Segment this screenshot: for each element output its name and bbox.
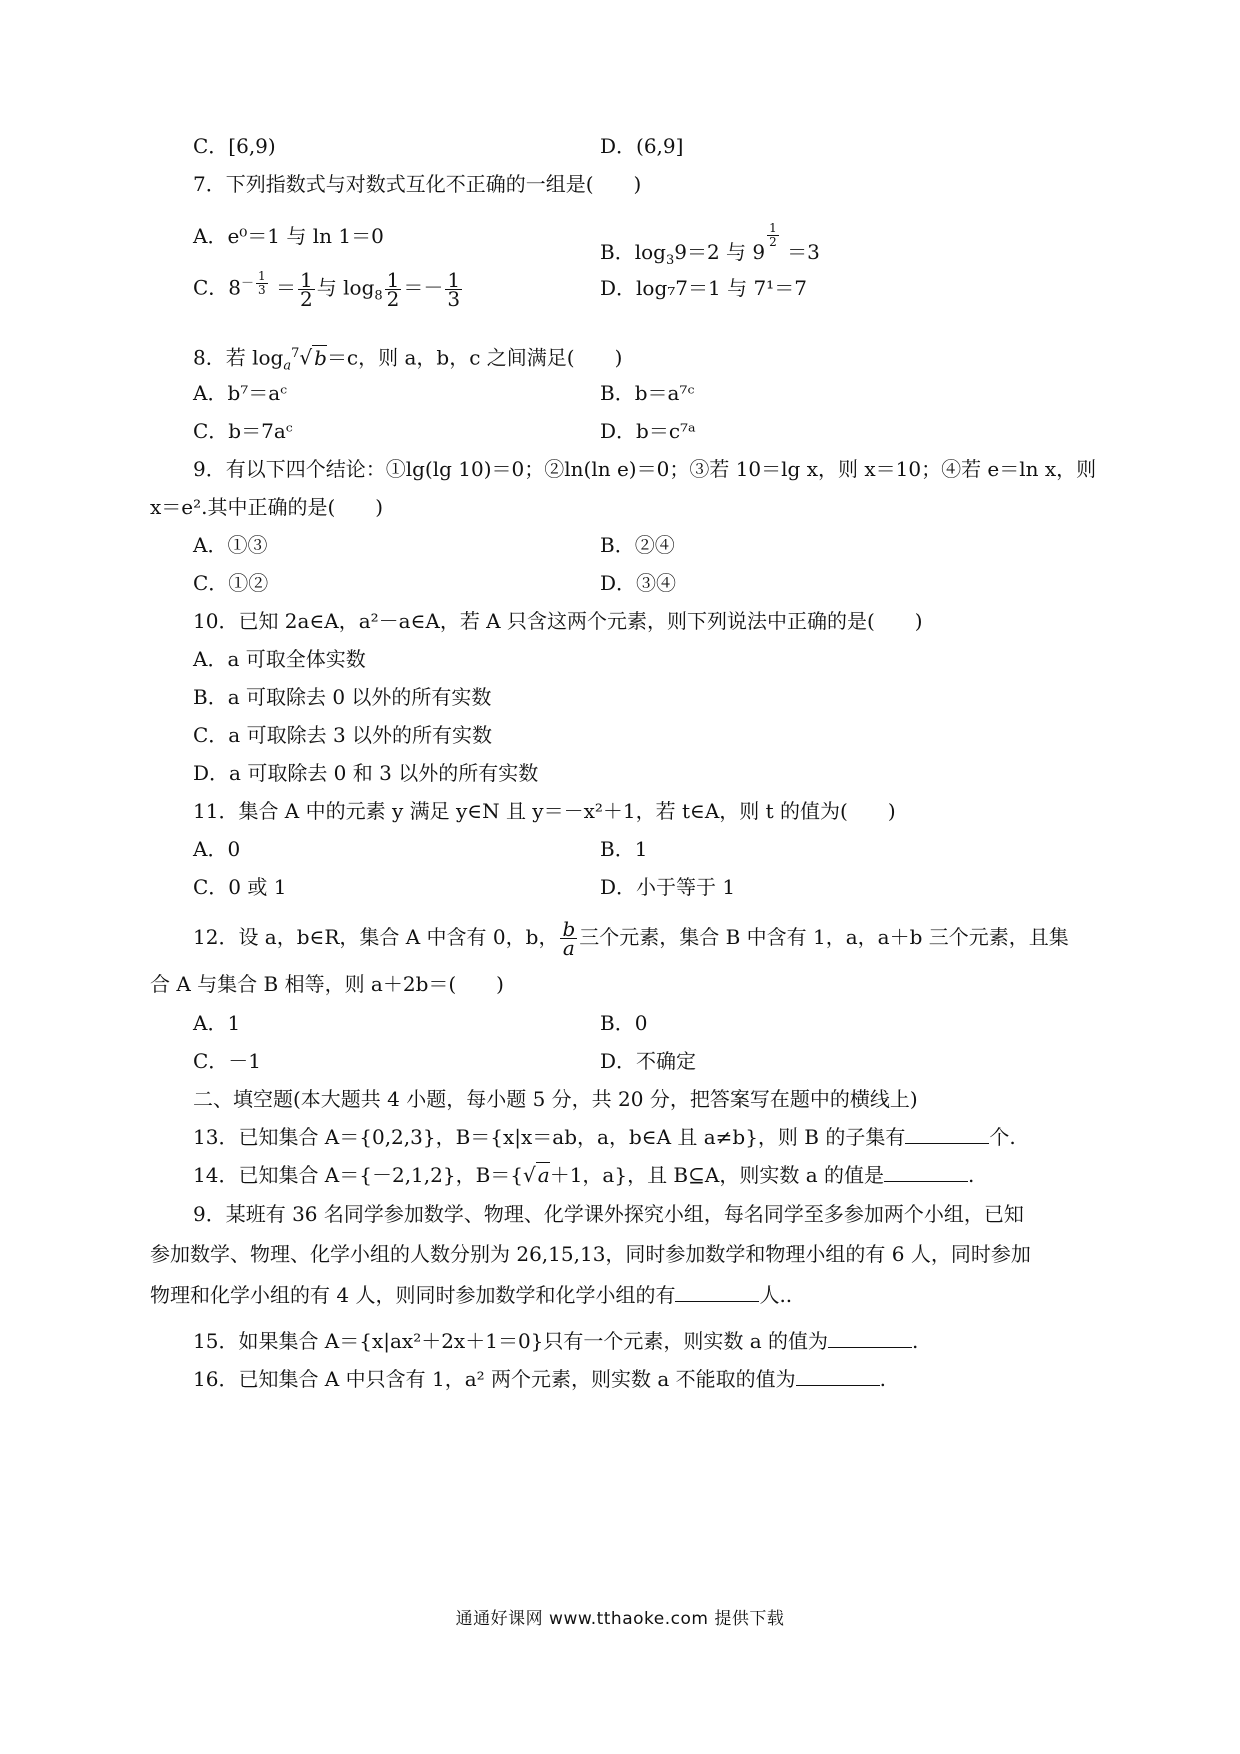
q16-stem: 16．已知集合 A 中只含有 1，a² 两个元素，则实数 a 不能取的值为 .	[193, 1367, 886, 1391]
q9-option-a: A．①③	[193, 533, 268, 557]
q6-option-c: C．[6,9)	[193, 134, 276, 158]
page-footer: 通通好课网 www.tthaoke.com 提供下载	[455, 1609, 785, 1629]
q10-option-b: B．a 可取除去 0 以外的所有实数	[193, 685, 492, 709]
q9-stem-line1: 9．有以下四个结论：①lg(lg 10)＝0；②ln(ln e)＝0；③若 10＝lg x，则 x＝10；④若 e＝ln x，则	[193, 457, 1097, 481]
q12-option-c: C．－1	[193, 1049, 262, 1073]
q9b-stem-line2: 参加数学、物理、化学小组的人数分别为 26,15,13，同时参加数学和物理小组的有 6 人，同时参加	[150, 1242, 1031, 1266]
q14-stem: 14．已知集合 A＝{－2,1,2}，B＝{√ a＋1，a}，且 B⊆A，则实数 a 的值是 .	[193, 1163, 975, 1187]
q9-option-c: C．①②	[193, 571, 269, 595]
q7-option-c: C．$8^{- \frac{1}{3}}$ ＝ $\frac{1}{2}$ 与 $\log_8$ $\frac{1}{2}$ ＝－ $\frac{1}{3}$	[193, 267, 461, 311]
q13-stem: 13．已知集合 A＝{0,2,3}，B＝{x|x＝ab，a，b∈A 且 a≠b}，则 B 的子集有 个.	[193, 1125, 1016, 1149]
q6-option-d: D．(6,9]	[600, 134, 684, 158]
q12-stem-line1: 12．设 a，b∈R，集合 A 中含有 0，b， $\frac{b}{a}$ 三个元素，集合 B 中含有 1，a，a＋b 三个元素，且集	[193, 917, 1069, 960]
q7-option-b: B．$\log_39=2$ 与 9 $^{\frac{1}{2}}$ ＝3	[600, 221, 820, 268]
q12-option-b: B．0	[600, 1011, 648, 1035]
q11-option-a: A．0	[193, 837, 241, 861]
q7-option-d: D．log₇7＝1 与 7¹＝7	[600, 276, 807, 300]
q8-option-c: C．b＝7aᶜ	[193, 419, 293, 443]
q11-option-b: B．1	[600, 837, 648, 861]
q7-stem: 7．下列指数式与对数式互化不正确的一组是( )	[193, 172, 642, 196]
q10-option-a: A．a 可取全体实数	[193, 647, 366, 671]
q10-stem: 10．已知 2a∈A，a²－a∈A，若 A 只含这两个元素，则下列说法中正确的是( )	[193, 609, 923, 633]
q12-stem-line2: 合 A 与集合 B 相等，则 a＋2b＝( )	[150, 972, 504, 996]
q11-option-d: D．小于等于 1	[600, 875, 736, 899]
q7-option-a: A．e⁰＝1 与 ln 1＝0	[193, 224, 384, 248]
q10-option-c: C．a 可取除去 3 以外的所有实数	[193, 723, 493, 747]
q15-answer-blank[interactable]	[828, 1329, 912, 1348]
q9b-stem-line3: 物理和化学小组的有 4 人，则同时参加数学和化学小组的有 人..	[150, 1283, 793, 1307]
q10-option-d: D．a 可取除去 0 和 3 以外的所有实数	[193, 761, 539, 785]
q12-option-a: A．1	[193, 1011, 241, 1035]
q8-option-b: B．b＝a⁷ᶜ	[600, 381, 695, 405]
q9-option-d: D．③④	[600, 571, 677, 595]
q8-stem: 8．若 $\log_a^7√$ b＝c，则 a，b，c 之间满足( )	[193, 345, 623, 374]
q9b-stem-line1: 9．某班有 36 名同学参加数学、物理、化学课外探究小组，每名同学至多参加两个小组，已知	[193, 1202, 1024, 1226]
q9-option-b: B．②④	[600, 533, 675, 557]
q8-option-a: A．b⁷＝aᶜ	[193, 381, 288, 405]
q11-option-c: C．0 或 1	[193, 875, 287, 899]
q13-answer-blank[interactable]	[905, 1125, 989, 1144]
q16-answer-blank[interactable]	[796, 1367, 880, 1386]
q14-answer-blank[interactable]	[884, 1163, 968, 1182]
q8-option-d: D．b＝c⁷ᵃ	[600, 419, 696, 443]
q15-stem: 15．如果集合 A＝{x|ax²＋2x＋1＝0}只有一个元素，则实数 a 的值为 .	[193, 1329, 919, 1353]
q9b-answer-blank[interactable]	[675, 1283, 759, 1302]
q11-stem: 11．集合 A 中的元素 y 满足 y∈N 且 y＝－x²＋1，若 t∈A，则 t 的值为( )	[193, 799, 896, 823]
q12-option-d: D．不确定	[600, 1049, 697, 1073]
q9-stem-line2: x＝e².其中正确的是( )	[150, 495, 384, 519]
section-heading: 二、填空题(本大题共 4 小题，每小题 5 分，共 20 分，把答案写在题中的横线上)	[193, 1087, 918, 1111]
